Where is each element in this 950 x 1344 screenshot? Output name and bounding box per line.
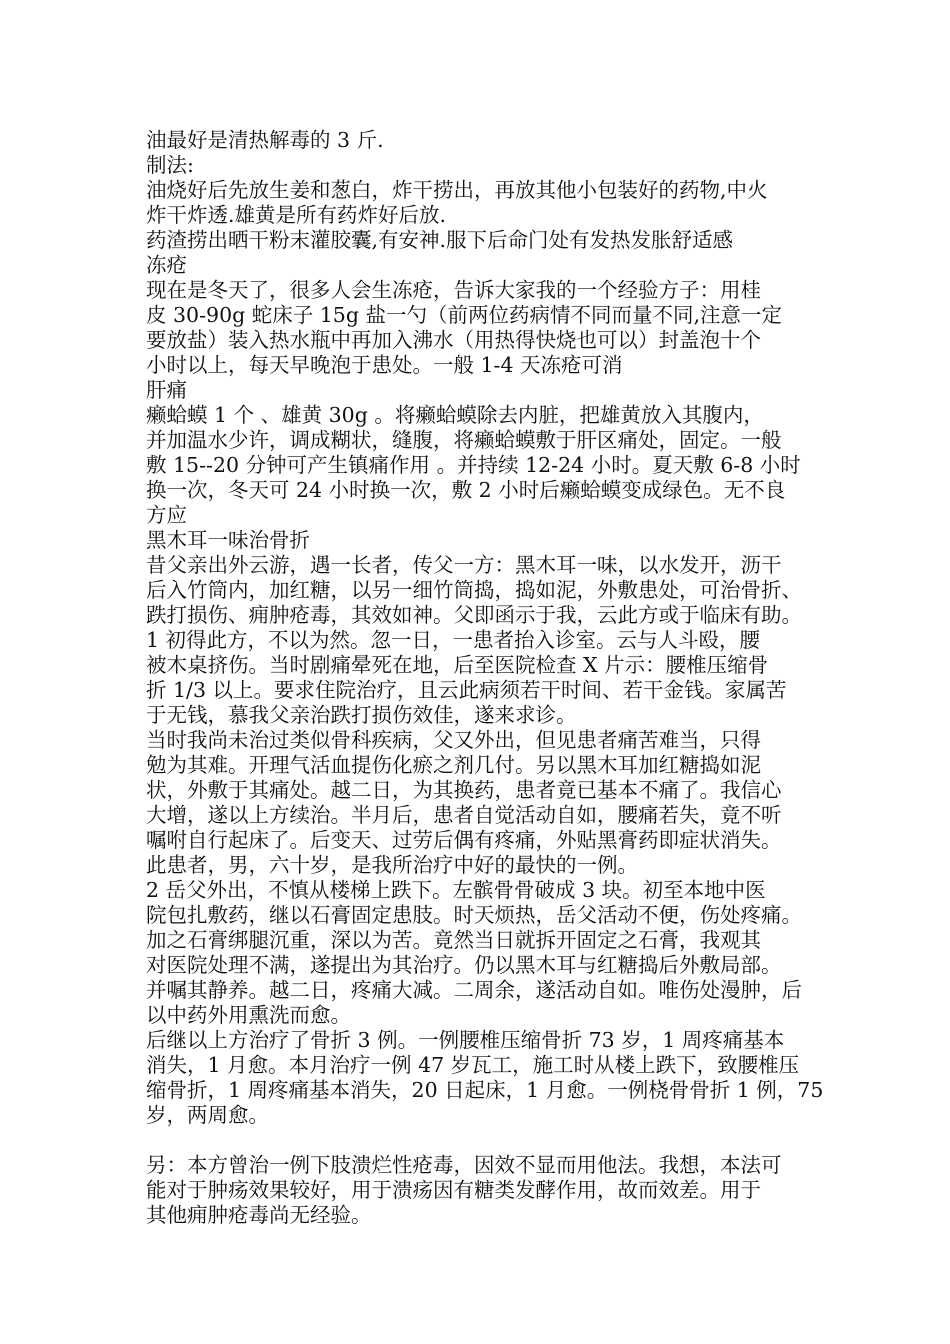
text-line: 院包扎敷药，继以石膏固定患肢。时天烦热，岳父活动不便，伤处疼痛。 (146, 903, 802, 927)
text-line: 现在是冬天了，很多人会生冻疮，告诉大家我的一个经验方子：用桂 (146, 278, 761, 302)
text-line: 并嘱其静养。越二日，疼痛大减。二周余，遂活动自如。唯伤处漫肿，后 (146, 978, 802, 1002)
section-heading: 制法: (146, 153, 194, 177)
text-line: 折 1/3 以上。要求住院治疗，且云此病须若干时间、若干金钱。家属苦 (146, 678, 787, 702)
text-line: 皮 30-90g 蛇床子 15g 盐一勺（前两位药病情不同而量不同,注意一定 (146, 303, 783, 327)
text-line: 状，外敷于其痛处。越二日，为其换药，患者竟已基本不痛了。我信心 (146, 778, 782, 802)
text-line: 勉为其难。开理气活血提伤化瘀之剂几付。另以黑木耳加红糖捣如泥 (146, 753, 761, 777)
text-line: 2 岳父外出，不慎从楼梯上跌下。左髌骨骨破成 3 块。初至本地中医 (146, 878, 766, 902)
text-line: 换一次，冬天可 24 小时换一次，敷 2 小时后癞蛤蟆变成绿色。无不良 (146, 478, 786, 502)
text-line: 被木桌挤伤。当时剧痛晕死在地，后至医院检查 X 片示：腰椎压缩骨 (146, 653, 769, 677)
text-line: 以中药外用熏洗而愈。 (146, 1003, 351, 1027)
text-line: 另：本方曾治一例下肢溃烂性疮毒，因效不显而用他法。我想，本法可 (146, 1153, 782, 1177)
text-line: 昔父亲出外云游，遇一长者，传父一方：黑木耳一味，以水发开，沥干 (146, 553, 782, 577)
section-heading: 肝痛 (146, 378, 187, 402)
text-line: 油最好是清热解毒的 3 斤. (146, 128, 384, 152)
text-line: 当时我尚未治过类似骨科疾病，父又外出，但见患者痛苦难当，只得 (146, 728, 761, 752)
text-line: 方应 (146, 503, 187, 527)
document-page (146, 128, 826, 1228)
text-line: 后继以上方治疗了骨折 3 例。一例腰椎压缩骨折 73 岁，1 周疼痛基本 (146, 1028, 785, 1052)
text-line: 其他痈肿疮毒尚无经验。 (146, 1203, 372, 1227)
text-line: 加之石膏绑腿沉重，深以为苦。竟然当日就拆开固定之石膏，我观其 (146, 928, 761, 952)
blank-line (146, 1128, 826, 1153)
section-heading: 黑木耳一味治骨折 (146, 528, 310, 552)
text-line: 此患者，男，六十岁，是我所治疗中好的最快的一例。 (146, 853, 638, 877)
text-line: 要放盐）装入热水瓶中再加入沸水（用热得快烧也可以）封盖泡十个 (146, 328, 761, 352)
text-line: 消失，1 月愈。本月治疗一例 47 岁瓦工，施工时从楼上跌下，致腰椎压 (146, 1053, 800, 1077)
text-line: 炸干炸透.雄黄是所有药炸好后放. (146, 203, 447, 227)
text-line: 跌打损伤、痈肿疮毒，其效如神。父即函示于我，云此方或于临床有助。 (146, 603, 802, 627)
section-heading: 冻疮 (146, 253, 187, 277)
text-line: 缩骨折，1 周疼痛基本消失，20 日起床，1 月愈。一例桡骨骨折 1 例，75 (146, 1078, 824, 1102)
text-line: 癞蛤蟆 1 个 、雄黄 30g 。将癞蛤蟆除去内脏，把雄黄放入其腹内， (146, 403, 764, 427)
text-line: 嘱咐自行起床了。后变天、过劳后偶有疼痛，外贴黑膏药即症状消失。 (146, 828, 782, 852)
text-line: 小时以上，每天早晚泡于患处。一般 1-4 天冻疮可消 (146, 353, 623, 377)
text-line: 能对于肿疡效果较好，用于溃疡因有糖类发酵作用，故而效差。用于 (146, 1178, 761, 1202)
text-line: 药渣捞出晒干粉末灌胶囊,有安神.服下后命门处有发热发胀舒适感 (146, 228, 734, 252)
text-line: 并加温水少许，调成糊状，缝腹，将癞蛤蟆敷于肝区痛处，固定。一般 (146, 428, 782, 452)
text-line: 1 初得此方，不以为然。忽一日，一患者抬入诊室。云与人斗殴，腰 (146, 628, 761, 652)
text-line: 大增，遂以上方续治。半月后，患者自觉活动自如，腰痛若失，竟不听 (146, 803, 782, 827)
text-line: 对医院处理不满，遂提出为其治疗。仍以黑木耳与红糖捣后外敷局部。 (146, 953, 782, 977)
text-line: 岁，两周愈。 (146, 1103, 269, 1127)
text-line: 于无钱，慕我父亲治跌打损伤效佳，遂来求诊。 (146, 703, 577, 727)
text-line: 后入竹筒内，加红糖，以另一细竹筒捣，捣如泥，外敷患处，可治骨折、 (146, 578, 802, 602)
text-line: 敷 15--20 分钟可产生镇痛作用 。并持续 12-24 小时。夏天敷 6-8 小时 (146, 453, 801, 477)
text-line: 油烧好后先放生姜和葱白，炸干捞出，再放其他小包装好的药物,中火 (146, 178, 768, 202)
